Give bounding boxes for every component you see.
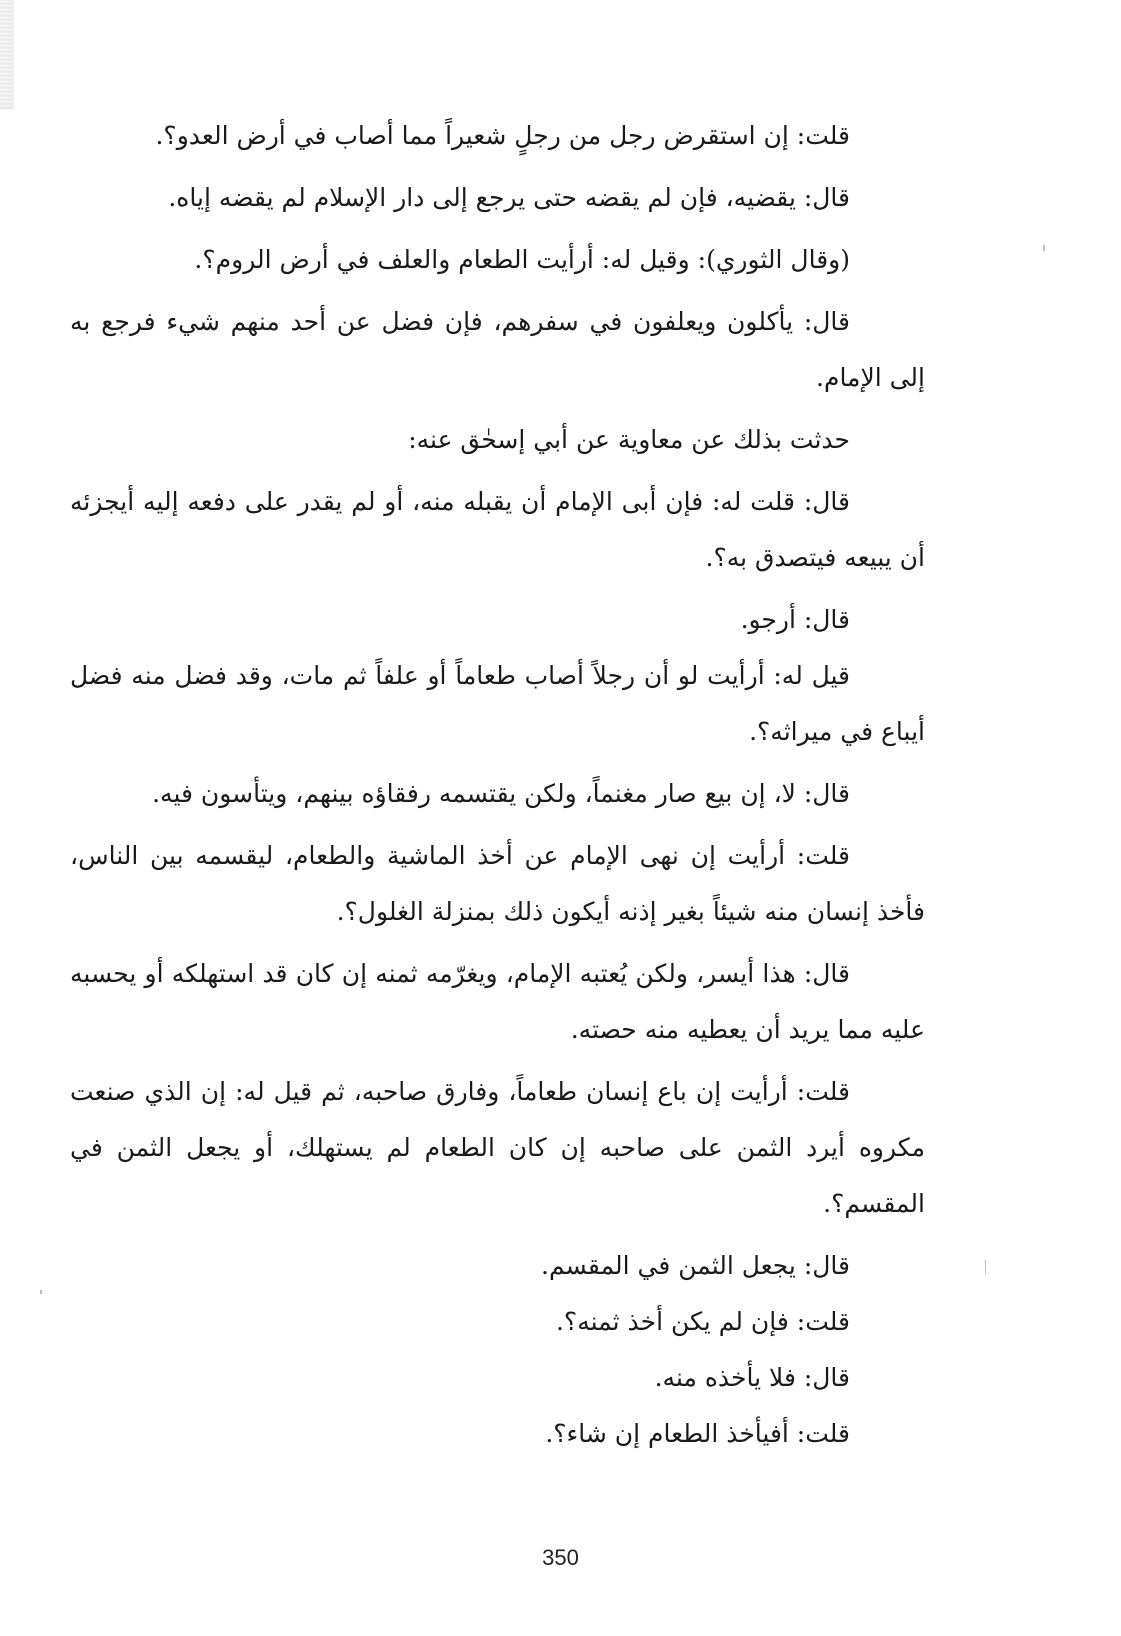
paragraph: قلت: أرأيت إن باع إنسان طعاماً، وفارق صاحبه، ثم قيل له: إن الذي صنعت مكروه أيرد الثمن على صاحبه إن كان الطعام لم يستهلك، أو يجعل الثمن في المقسم؟. xyxy=(70,1077,925,1218)
paragraph: قلت: أرأيت إن نهى الإمام عن أخذ الماشية والطعام، ليقسمه بين الناس، فأخذ إنسان منه شيئاً بغير إذنه أيكون ذلك بمنزلة الغلول؟. xyxy=(70,841,925,926)
paragraph: قال: يأكلون ويعلفون في سفرهم، فإن فضل عن أحد منهم شيء فرجع به إلى الإمام. xyxy=(70,307,925,392)
scan-speck xyxy=(1043,245,1045,251)
scan-speck xyxy=(985,1260,986,1274)
paragraph: قال: هذا أيسر، ولكن يُعتبه الإمام، ويغرّمه ثمنه إن كان قد استهلكه أو يحسبه عليه مما يريد أن يعطيه منه حصته. xyxy=(70,959,925,1044)
paragraph: قيل له: أرأيت لو أن رجلاً أصاب طعاماً أو علفاً ثم مات، وقد فضل منه فضل أيباع في ميراثه؟. xyxy=(70,661,925,746)
paragraph: قلت: إن استقرض رجل من رجلٍ شعيراً مما أصاب في أرض العدو؟. xyxy=(155,121,850,150)
body-text xyxy=(70,108,925,1462)
paragraph: قال: قلت له: فإن أبى الإمام أن يقبله منه، أو لم يقدر على دفعه إليه أيجزئه أن يبيعه فيتصدق به؟. xyxy=(70,487,925,572)
scan-speck xyxy=(40,1290,42,1294)
paragraph: قال: أرجو. xyxy=(740,605,850,634)
paragraph: قلت: فإن لم يكن أخذ ثمنه؟. xyxy=(555,1307,850,1336)
paragraph: قال: لا، إن بيع صار مغنماً، ولكن يقتسمه رفقاؤه بينهم، ويتأسون فيه. xyxy=(152,779,850,808)
scan-edge-artifact xyxy=(0,0,14,110)
paragraph: حدثت بذلك عن معاوية عن أبي إسحٰق عنه: xyxy=(408,425,850,454)
paragraph: (وقال الثوري): وقيل له: أرأيت الطعام والعلف في أرض الروم؟. xyxy=(194,245,850,274)
paragraph: قال: يجعل الثمن في المقسم. xyxy=(541,1251,850,1280)
paragraph: قال: يقضيه، فإن لم يقضه حتى يرجع إلى دار الإسلام لم يقضه إياه. xyxy=(168,183,850,212)
paragraph: قال: فلا يأخذه منه. xyxy=(654,1363,850,1392)
paragraph: قلت: أفيأخذ الطعام إن شاء؟. xyxy=(545,1419,850,1448)
page-number: 350 xyxy=(542,1545,579,1570)
